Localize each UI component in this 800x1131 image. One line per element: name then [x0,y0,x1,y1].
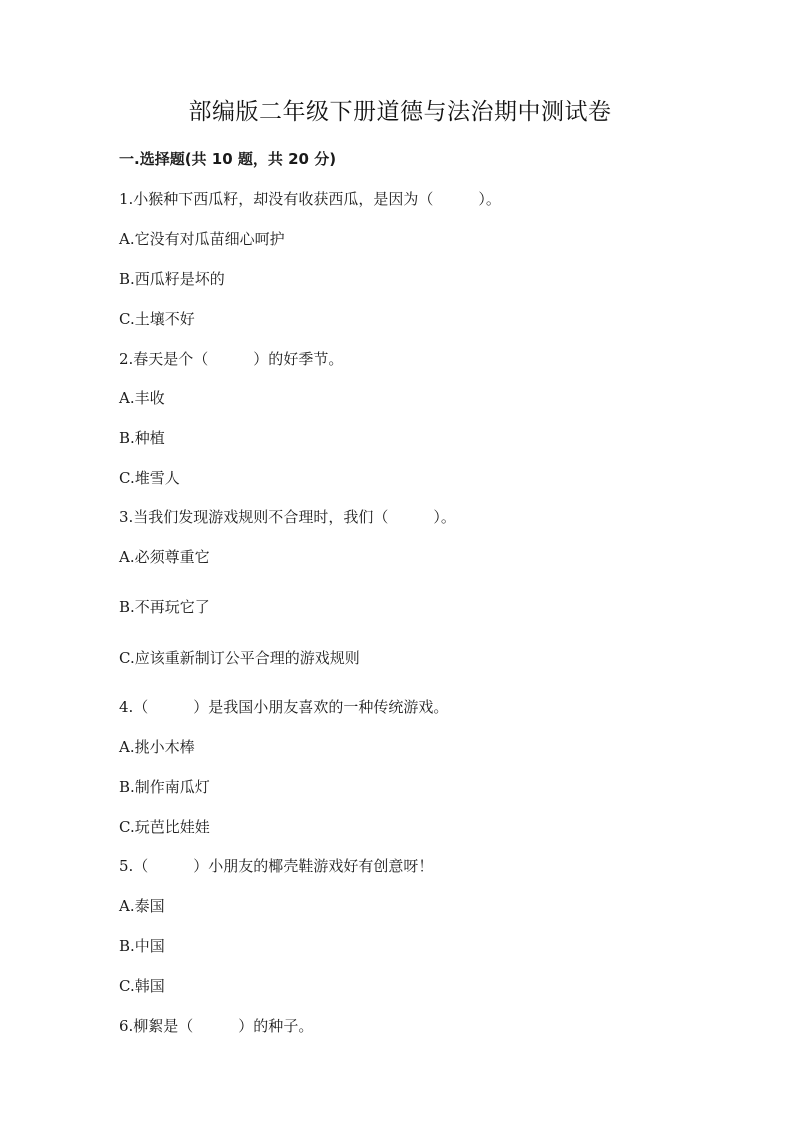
question-4-option-a: A.挑小木棒 [119,738,195,756]
question-2-stem: 2.春天是个（ ）的好季节。 [119,350,344,368]
question-5-option-b: B.中国 [119,937,165,955]
page-title: 部编版二年级下册道德与法治期中测试卷 [188,99,612,125]
question-6-stem: 6.柳絮是（ ）的种子。 [119,1017,314,1035]
question-1-stem: 1.小猴种下西瓜籽，却没有收获西瓜，是因为（ ）。 [119,190,501,208]
question-3-option-b: B.不再玩它了 [119,598,210,616]
question-2-option-b: B.种植 [119,429,165,447]
question-4-option-c: C.玩芭比娃娃 [119,818,210,836]
question-3-stem: 3.当我们发现游戏规则不合理时，我们（ ）。 [119,508,456,526]
question-5-option-c: C.韩国 [119,977,165,995]
question-1-option-b: B.西瓜籽是坏的 [119,270,225,288]
question-3-option-a: A.必须尊重它 [119,548,210,566]
question-2-option-a: A.丰收 [119,389,165,407]
question-5-option-a: A.泰国 [119,897,165,915]
question-5-stem: 5.（ ）小朋友的椰壳鞋游戏好有创意呀！ [119,857,434,875]
question-3-option-c: C.应该重新制订公平合理的游戏规则 [119,649,360,667]
section-heading: 一.选择题(共 10 题，共 20 分) [119,150,337,168]
question-4-stem: 4.（ ）是我国小朋友喜欢的一种传统游戏。 [119,698,449,716]
question-1-option-c: C.土壤不好 [119,310,195,328]
question-1-option-a: A.它没有对瓜苗细心呵护 [119,230,285,248]
question-2-option-c: C.堆雪人 [119,469,180,487]
question-4-option-b: B.制作南瓜灯 [119,778,210,796]
